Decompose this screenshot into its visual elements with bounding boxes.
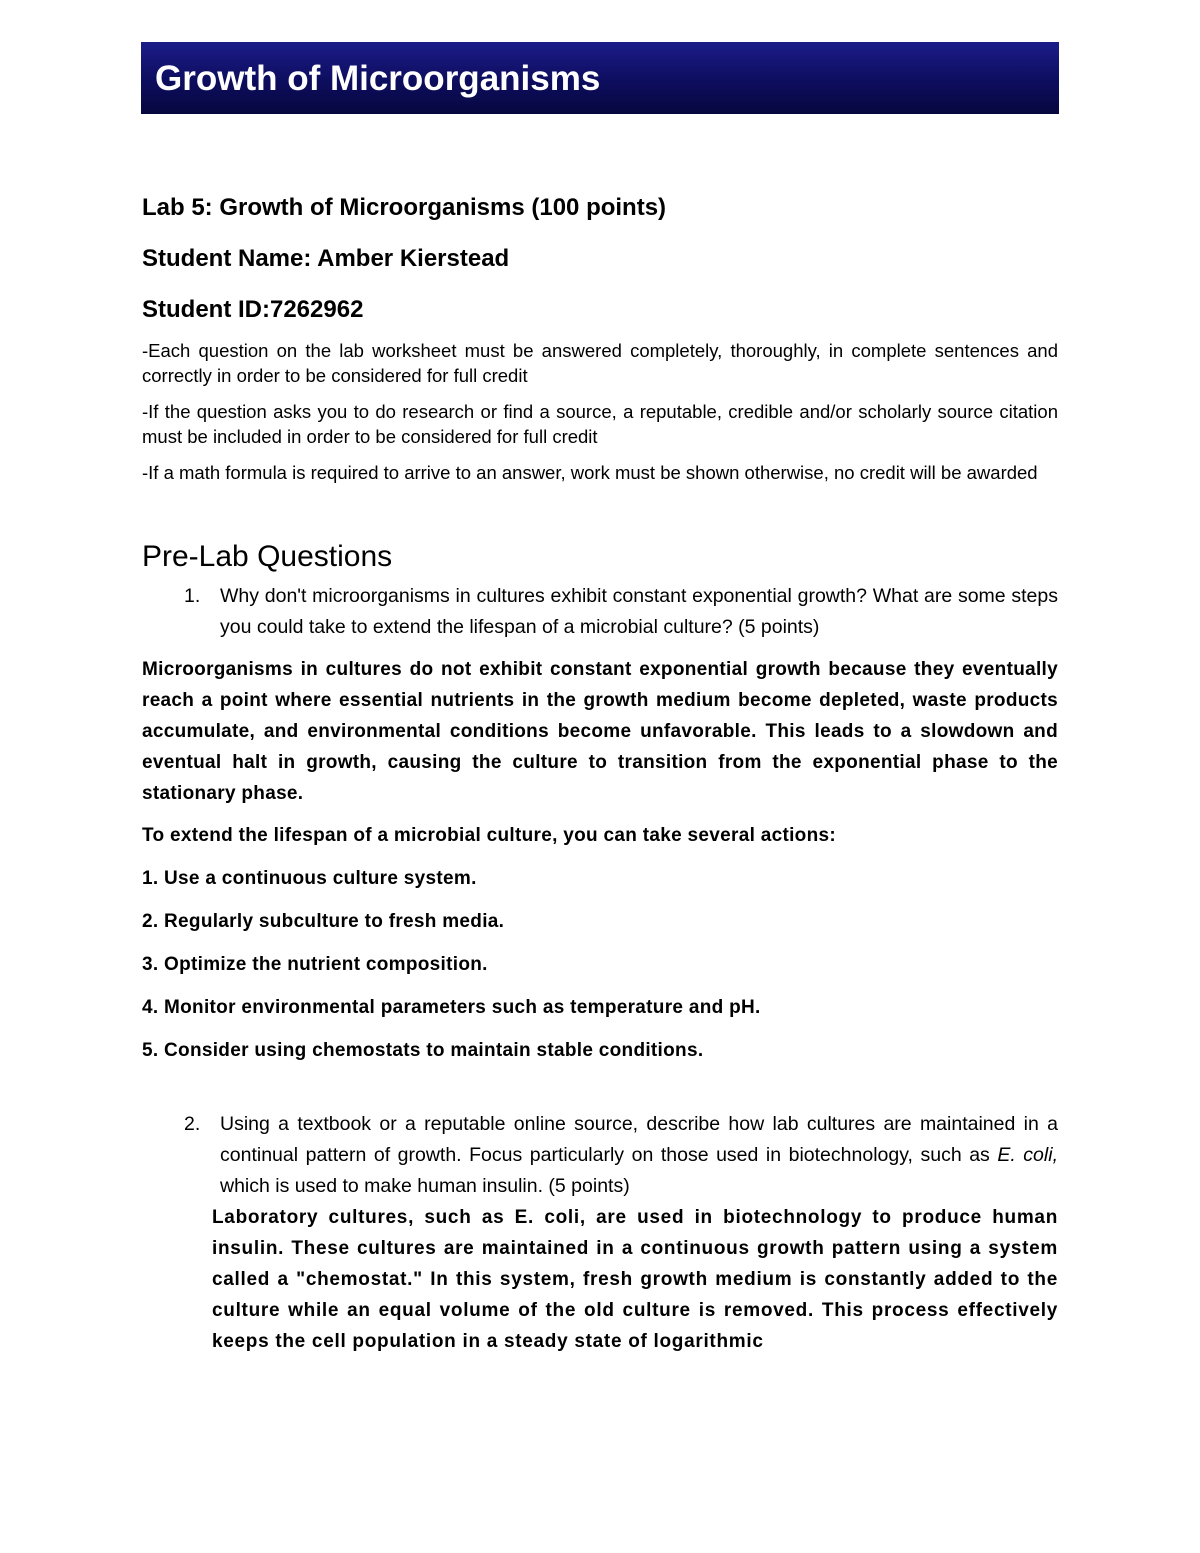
- answer-step: 5. Consider using chemostats to maintain stable conditions.: [142, 1040, 704, 1061]
- question-list: [142, 581, 1058, 643]
- instruction-item: -Each question on the lab worksheet must be answered completely, thoroughly, in complete sentences and correctly in order to be considered for full credit: [142, 340, 1058, 386]
- answer-step: 1. Use a continuous culture system.: [142, 868, 477, 889]
- answer-1-intro: To extend the lifespan of a microbial culture, you can take several actions:: [142, 825, 836, 846]
- document-body: [142, 190, 1058, 1357]
- question-text: Why don't microorganisms in cultures exhibit constant exponential growth? What are some steps you could take to extend the lifespan of a microbial culture? (5 points): [220, 585, 1058, 638]
- organism-name: E. coli,: [997, 1144, 1058, 1166]
- question-2: [142, 1109, 1058, 1202]
- student-name: Student Name: Amber Kierstead: [142, 245, 510, 272]
- student-id: Student ID:7262962: [142, 296, 364, 323]
- title-banner: [141, 42, 1059, 114]
- answer-step: 3. Optimize the nutrient composition.: [142, 954, 488, 975]
- question-number: 2.: [184, 1113, 201, 1135]
- question-number: 1.: [184, 585, 201, 607]
- answer-2-paragraph: Laboratory cultures, such as E. coli, are used in biotechnology to produce human insulin. These cultures are maintained in a continuous growth pattern using a system called a "chemostat." In this system, fresh growth medium is constantly added to the culture while an equal volume of the old culture is removed. This process effectively keeps the cell population in a steady state of logarithmic: [212, 1207, 1058, 1352]
- answer-1-paragraph: Microorganisms in cultures do not exhibit constant exponential growth because they eventually reach a point where essential nutrients in the growth medium become depleted, waste products accumulate, and environmental conditions become unfavorable. This leads to a slowdown and eventual halt in growth, causing the culture to transition from the exponential phase to the stationary phase.: [142, 659, 1058, 804]
- answer-step: 4. Monitor environmental parameters such as temperature and pH.: [142, 997, 761, 1018]
- lab-title: Lab 5: Growth of Microorganisms (100 points): [142, 194, 667, 221]
- question-text-part: Using a textbook or a reputable online source, describe how lab cultures are maintained in a continual pattern of growth. Focus particularly on those used in biotechnology, such as: [220, 1113, 1058, 1166]
- question-1: [142, 581, 1058, 643]
- question-text: [220, 1113, 1058, 1197]
- answer-step: 2. Regularly subculture to fresh media.: [142, 911, 505, 932]
- prelab-heading: Pre-Lab Questions: [142, 540, 393, 573]
- question-list: [142, 1109, 1058, 1202]
- instruction-item: -If the question asks you to do research or find a source, a reputable, credible and/or scholarly source citation must be included in order to be considered for full credit: [142, 401, 1058, 447]
- question-text-part: which is used to make human insulin. (5 points): [220, 1175, 630, 1197]
- banner-title: Growth of Microorganisms: [155, 59, 601, 98]
- instruction-item: -If a math formula is required to arrive to an answer, work must be shown otherwise, no credit will be awarded: [142, 462, 1038, 483]
